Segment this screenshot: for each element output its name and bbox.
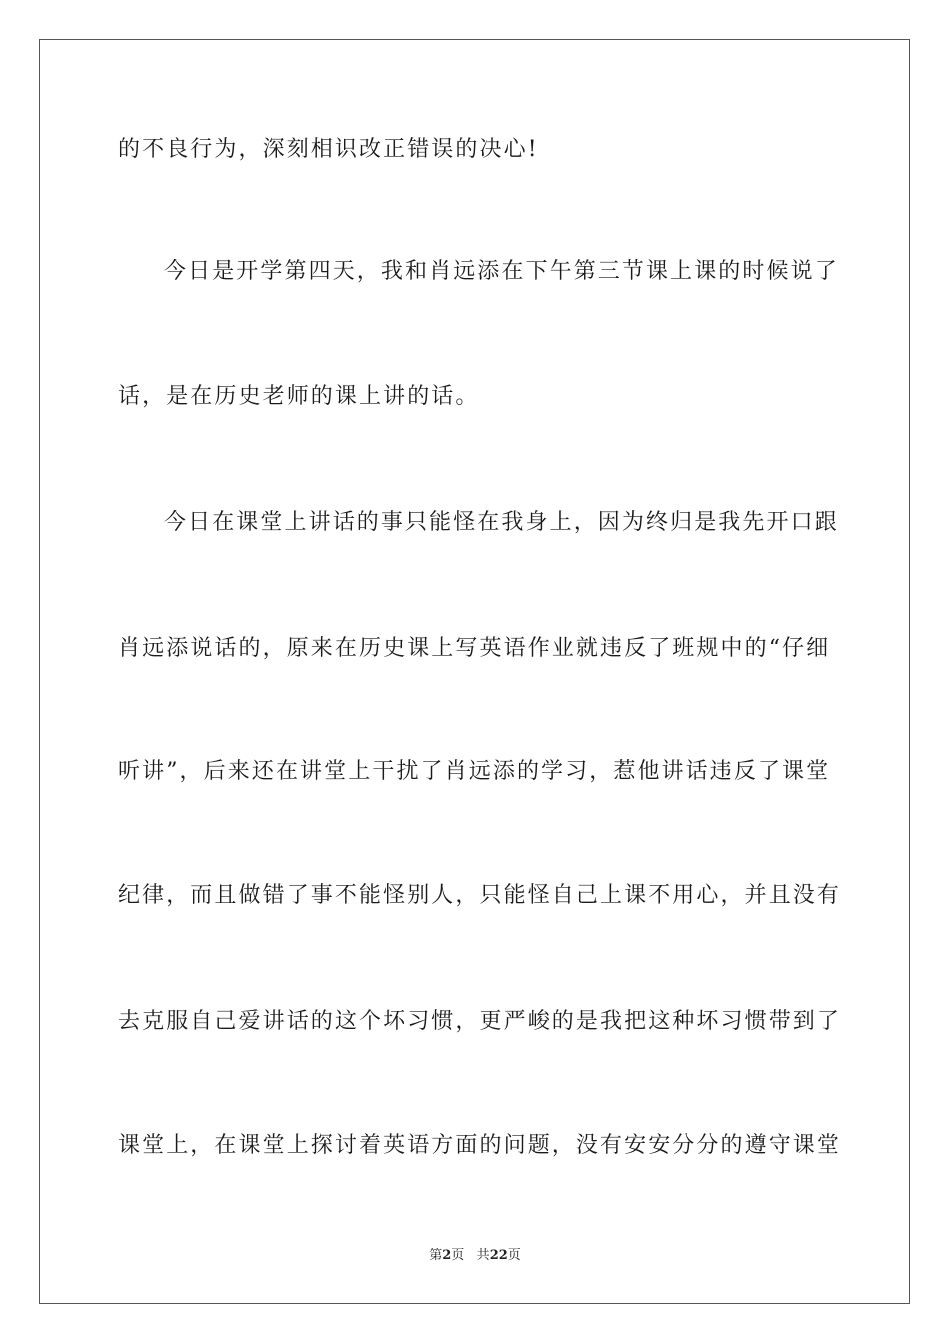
total-pages: 22 xyxy=(489,1248,508,1263)
text-line-7: 纪律，而且做错了事不能怪别人，只能怪自己上课不用心，并且没有 xyxy=(118,883,842,908)
page-number: 2 xyxy=(442,1248,452,1263)
page-footer xyxy=(0,1247,950,1265)
page-prefix: 第 xyxy=(429,1248,443,1263)
text-line-6: 听讲”，后来还在讲堂上干扰了肖远添的学习，惹他讲话违反了课堂 xyxy=(118,759,831,784)
text-line-8: 去克服自己爱讲话的这个坏习惯，更严峻的是我把这种坏习惯带到了 xyxy=(118,1009,842,1034)
text-line-9: 课堂上，在课堂上探讨着英语方面的问题，没有安安分分的遵守课堂 xyxy=(118,1133,842,1158)
text-line-2: 今日是开学第四天，我和肖远添在下午第三节课上课的时候说了 xyxy=(164,259,839,284)
page-suffix: 页 xyxy=(451,1248,465,1263)
text-line-1: 的不良行为，深刻相识改正错误的决心! xyxy=(118,137,539,162)
text-line-5: 肖远添说话的，原来在历史课上写英语作业就违反了班规中的“仔细 xyxy=(118,636,831,661)
total-prefix: 共 xyxy=(476,1248,490,1263)
text-line-4: 今日在课堂上讲话的事只能怪在我身上，因为终归是我先开口跟 xyxy=(164,510,839,535)
text-line-3: 话，是在历史老师的课上讲的话。 xyxy=(118,384,480,409)
total-suffix: 页 xyxy=(507,1248,521,1263)
